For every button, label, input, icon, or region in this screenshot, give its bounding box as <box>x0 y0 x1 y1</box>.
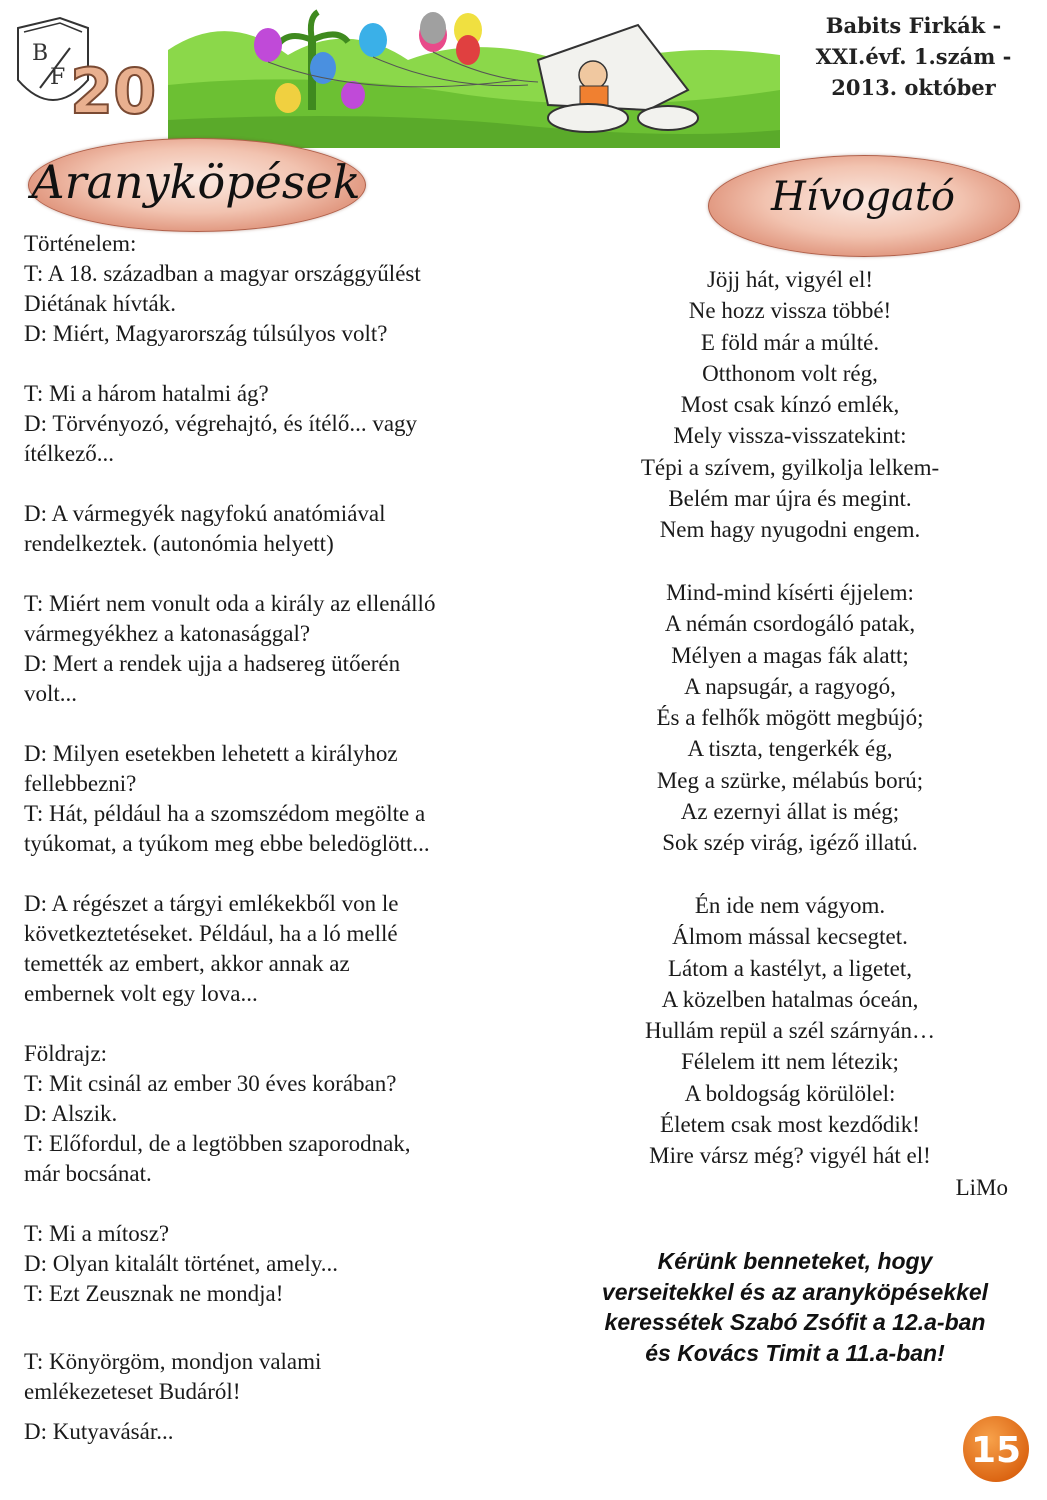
quote-line: volt... <box>24 681 78 706</box>
quote-line: D: Kutyavásár... <box>24 1419 174 1444</box>
poem-line: A némán csordogáló patak, <box>664 611 916 637</box>
notice-line: verseitekkel és az aranyköpésekkel <box>601 1278 989 1305</box>
masthead-line: Babits Firkák - <box>825 13 1002 38</box>
svg-text:B: B <box>32 41 49 66</box>
poem-line: És a felhők mögött megbújó; <box>656 705 924 731</box>
quote-line: fellebbezni? <box>24 771 137 796</box>
poem-line: Belém mar újra és megint. <box>668 486 912 512</box>
call-for-submissions <box>560 1246 1030 1368</box>
quote-line: tyúkomat, a tyúkom meg ebbe beledöglött... <box>24 831 430 856</box>
poem-line: E föld már a múlté. <box>700 329 880 355</box>
quote-line: következtetéseket. Például, ha a ló mellé <box>24 921 398 946</box>
school-logo <box>10 8 170 138</box>
quotes-column <box>24 229 554 1447</box>
poem-line: Ne hozz vissza többé! <box>688 298 892 324</box>
quote-line: embernek volt egy lova... <box>24 981 258 1006</box>
masthead-line: 2013. október <box>831 75 996 100</box>
page-number-badge <box>962 1415 1030 1483</box>
poem-line: Mire vársz még? vigyél hát el! <box>649 1143 931 1169</box>
quote-line: D: A régészet a tárgyi emlékekből von le <box>24 891 399 916</box>
poem-line: Félelem itt nem létezik; <box>681 1049 899 1075</box>
poem-line: Sok szép virág, igéző illatú. <box>662 830 918 856</box>
poem-line: Mélyen a magas fák alatt; <box>671 642 909 668</box>
subject-heading-geography: Földrajz: <box>24 1041 108 1066</box>
poem-hivogato <box>570 264 1010 1203</box>
subject-heading-history: Történelem: <box>24 231 137 256</box>
poem-line: Hullám repül a szél szárnyán… <box>645 1018 935 1044</box>
poem-line: Otthonom volt rég, <box>702 360 878 386</box>
poem-line: Látom a kastélyt, a ligetet, <box>668 955 912 981</box>
quote-line: T: Előfordul, de a legtöbben szaporodnak, <box>24 1131 411 1156</box>
quote-line: T: Könyörgöm, mondjon valami <box>24 1349 322 1374</box>
notice-line: keressétek Szabó Zsófit a 12.a-ban <box>604 1309 986 1335</box>
quote-line: Diétának hívták. <box>24 291 177 316</box>
poem-line: Jöjj hát, vigyél el! <box>706 267 874 292</box>
svg-text:F: F <box>50 65 66 90</box>
notice-line: Kérünk benneteket, hogy <box>657 1248 933 1274</box>
poem-line: Mind-mind kísérti éjjelem: <box>666 579 914 605</box>
masthead-line: XXI.évf. 1.szám - <box>815 44 1012 69</box>
poem-author: LiMo <box>955 1174 1008 1200</box>
poem-line: A boldogság körülölel: <box>684 1080 896 1106</box>
page-number: 15 <box>970 1430 1022 1471</box>
quote-line: D: Milyen esetekben lehetett a királyhoz <box>24 741 398 766</box>
poem-line: A tiszta, tengerkék ég, <box>687 736 893 762</box>
quote-line: temették az embert, akkor annak az <box>24 951 350 976</box>
poem-line: Életem csak most kezdődik! <box>660 1112 920 1138</box>
quote-line: T: Mi a mítosz? <box>24 1221 170 1246</box>
quote-line: T: Mi a három hatalmi ág? <box>24 381 269 406</box>
quote-line: D: Törvényozó, végrehajtó, és ítélő... vagy <box>24 411 418 436</box>
quote-line: T: A 18. században a magyar országgyűlést <box>24 261 421 286</box>
quote-line: D: A vármegyék nagyfokú anatómiával <box>24 501 386 526</box>
poem-line: Meg a szürke, mélabús ború; <box>656 767 924 793</box>
quote-line: ítélkező... <box>24 441 115 466</box>
poem-line: Mely vissza-visszatekint: <box>673 423 907 449</box>
notice-line: és Kovács Timit a 11.a-ban! <box>645 1339 945 1366</box>
poem-line: Most csak kínzó emlék, <box>680 392 900 418</box>
poem-line: Álmom mással kecsegtet. <box>672 924 908 950</box>
section-title-aranykopesek: Aranyköpések <box>31 155 361 209</box>
quote-line: T: Miért nem vonult oda a király az ellenálló <box>24 591 436 616</box>
poem-line: A napsugár, a ragyogó, <box>684 673 896 699</box>
quote-line: D: Alszik. <box>24 1101 118 1126</box>
section-title-hivogato: Hívogató <box>771 174 955 220</box>
quote-line: D: Miért, Magyarország túlsúlyos volt? <box>24 321 388 346</box>
masthead <box>796 10 1031 103</box>
quote-line: D: Mert a rendek ujja a hadsereg ütőerén <box>24 651 401 676</box>
quote-line: T: Ezt Zeusznak ne mondja! <box>24 1281 284 1306</box>
quote-line: vármegyékhez a katonasággal? <box>24 621 311 646</box>
quote-line: T: Mit csinál az ember 30 éves korában? <box>24 1071 397 1096</box>
quote-line: már bocsánat. <box>24 1161 152 1186</box>
header-illustration <box>168 0 780 148</box>
poem-line: A közelben hatalmas óceán, <box>661 986 919 1012</box>
poem-line: Nem hagy nyugodni engem. <box>659 517 921 543</box>
quote-line: rendelkeztek. (autonómia helyett) <box>24 531 334 556</box>
anniversary-number: 20 <box>70 55 157 128</box>
quote-line: D: Olyan kitalált történet, amely... <box>24 1251 339 1276</box>
poem-line: Én ide nem vágyom. <box>694 892 886 918</box>
quote-line: emlékezeteset Budáról! <box>24 1379 241 1404</box>
quote-line: T: Hát, például ha a szomszédom megölte a <box>24 801 426 826</box>
poem-line: Tépi a szívem, gyilkolja lelkem- <box>640 454 940 480</box>
poem-line: Az ezernyi állat is még; <box>680 799 900 825</box>
